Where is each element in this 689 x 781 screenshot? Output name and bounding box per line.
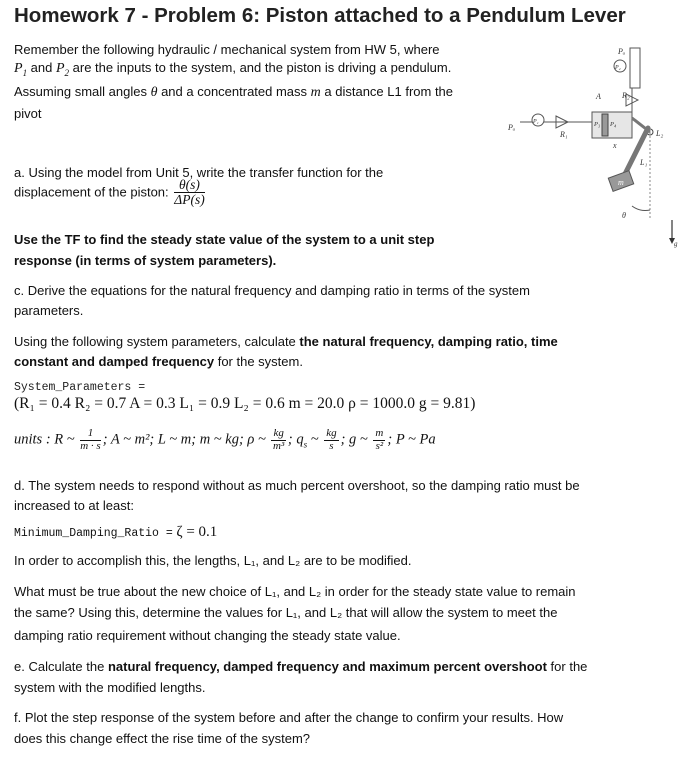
label-p1: P₁ xyxy=(533,119,539,125)
part-e-line-1: e. Calculate the natural frequency, damped frequency and maximum percent overshoot for the xyxy=(14,659,588,674)
page-title: Homework 7 - Problem 6: Piston attached to a Pendulum Lever xyxy=(14,4,626,27)
part-a-line-2: displacement of the piston: $\frac{\theta(s)}{\Delta P(s)}$ xyxy=(14,177,205,208)
part-c-line-2: parameters. xyxy=(14,303,84,318)
part-d-line-4: What must be true about the new choice of L₁, and L₂ in order for the steady state value to remain xyxy=(14,584,576,599)
part-b-line-1: Use the TF to find the steady state value of the system to a unit step xyxy=(14,232,435,247)
lever-top xyxy=(632,118,650,132)
part-d-line-1: d. The system needs to respond without as much percent overshoot, so the damping ratio must be xyxy=(14,478,580,493)
system-parameters-values: (R₁ = 0.4 R₂ = 0.7 A = 0.3 L₁ = 0.9 L₂ = 0.6 m = 20.0 ρ = 1000.0 g = 9.81) xyxy=(14,395,476,412)
system-parameters-label: System_Parameters = xyxy=(14,381,146,394)
label-x: x xyxy=(613,141,617,150)
piston xyxy=(602,114,608,136)
label-m: m xyxy=(618,178,624,187)
part-d-line-3: In order to accomplish this, the lengths, L₁, and L₂ are to be modified. xyxy=(14,553,412,568)
label-l2: L₂ xyxy=(656,129,664,138)
label-l1: L₁ xyxy=(640,158,648,167)
transfer-function-fraction: $\frac{\theta(s)}{\Delta P(s)}$ xyxy=(174,177,205,208)
piston-pendulum-diagram xyxy=(500,40,680,260)
part-c-line-4: constant and damped frequency for the system. xyxy=(14,354,303,369)
minimum-damping-ratio: Minimum_Damping_Ratio = ζ = 0.1 xyxy=(14,524,218,540)
label-r1: R₁ xyxy=(560,130,568,139)
part-b-line-2: response (in terms of system parameters). xyxy=(14,253,277,268)
label-p3: P₃ xyxy=(594,121,601,128)
part-d-line-2: increased to at least: xyxy=(14,498,134,513)
intro-line-1: Remember the following hydraulic / mechanical system from HW 5, where xyxy=(14,42,440,57)
part-d-line-6: damping ratio requirement without changing the steady state value. xyxy=(14,628,401,643)
label-p4: P₄ xyxy=(610,121,617,128)
part-e-line-2: system with the modified lengths. xyxy=(14,680,206,695)
label-a: A xyxy=(596,92,601,101)
intro-line-3: Assuming small angles θ and a concentrated mass m a distance L1 from the xyxy=(14,84,454,100)
part-a-line-1: a. Using the model from Unit 5, write the transfer function for the xyxy=(14,165,384,180)
part-f-line-1: f. Plot the step response of the system before and after the change to confirm your results. How xyxy=(14,710,564,725)
intro-line-4: pivot xyxy=(14,106,42,121)
label-pa-top: Pₐ xyxy=(618,47,626,56)
part-c-line-1: c. Derive the equations for the natural frequency and damping ratio in terms of the system xyxy=(14,283,530,298)
label-r2: R₂ xyxy=(622,91,630,100)
upper-tank xyxy=(630,48,640,88)
label-theta: θ xyxy=(622,211,626,220)
intro-line-2: $P_1$ and $P_2$ are the inputs to the system, and the piston is driving a pendulum. xyxy=(14,60,452,78)
units-line: units : R ~ $\frac{1}{m \cdot s}$ ; A ~ m²; L ~ m; m ~ kg; ρ ~ $\frac{kg}{\text{m³}}$ ; $q_s$ ~ $\frac{kg}{s}$ ; g ~ $\frac{m}{\text{s²}}$ ; P ~ Pa xyxy=(14,427,436,452)
part-d-line-5: the same? Using this, determine the values for L₁, and L₂ that will allow the system to meet the xyxy=(14,605,558,620)
part-c-line-3: Using the following system parameters, calculate the natural frequency, damping ratio, time xyxy=(14,334,558,349)
label-g: g xyxy=(674,240,678,248)
label-pa-left: Pₐ xyxy=(508,123,516,132)
angle-arc xyxy=(632,206,650,211)
label-p2: P₂ xyxy=(615,65,621,71)
part-f-line-2: does this change effect the rise time of the system? xyxy=(14,731,311,746)
